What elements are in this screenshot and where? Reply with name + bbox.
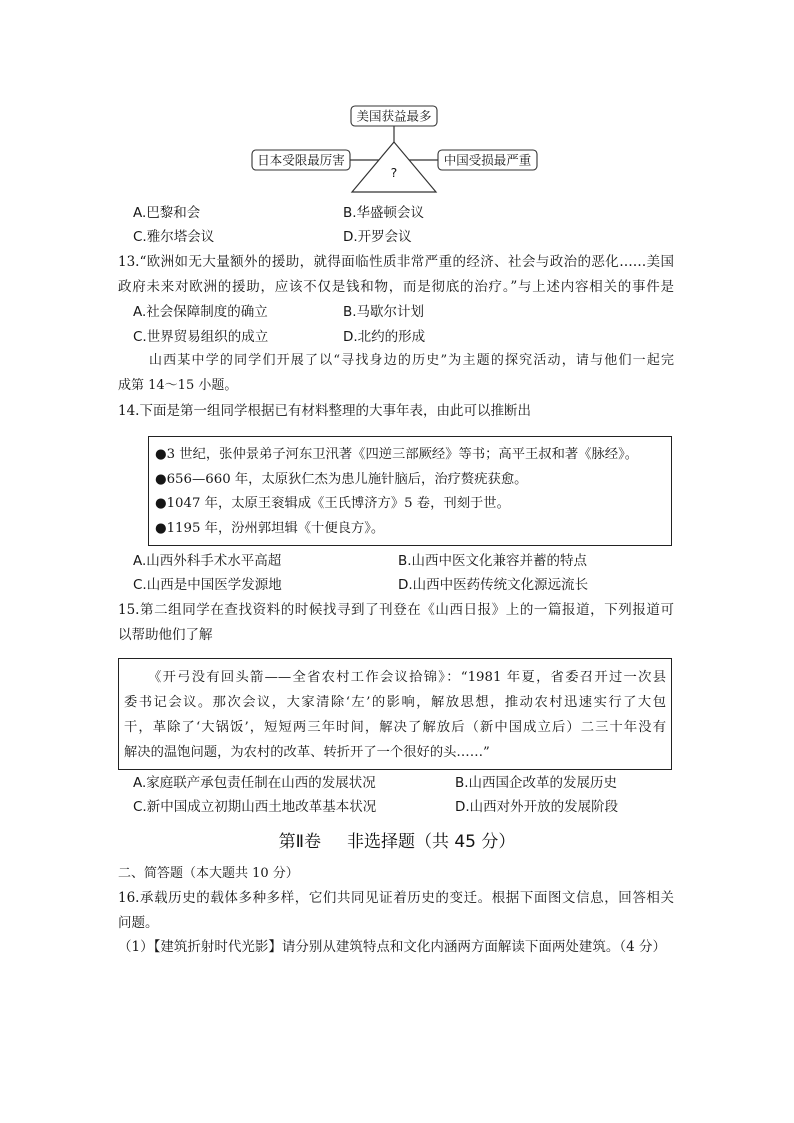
diagram-left-label: 日本受限最厉害 [257, 152, 345, 168]
diagram-top-label: 美国获益最多 [356, 108, 432, 124]
part2-heading-row [118, 862, 678, 887]
q14-options-row-2 [118, 573, 678, 598]
part2-heading: 二、简答题（本大题共 10 分） [118, 865, 299, 881]
q13-option-d: D.北约的形成 [343, 328, 426, 345]
q14-chronology-box [148, 436, 672, 546]
q15-stem-line-1: 15.第二组同学在查找资料的时候找寻到了刊登在《山西日报》上的一篇报道，下列报道可 [118, 602, 674, 619]
q14-stem-row [118, 399, 678, 424]
q14-event-2: ●656—660 年，太原狄仁杰为患儿施针脑后，治疗赘疣获愈。 [155, 471, 528, 487]
q16-stem-line-1: 16.承载历史的载体多种多样，它们共同见证着历史的变迁。根据下面图文信息，回答相关 [118, 890, 674, 907]
q13-stem-line-1: 13.“欧洲如无大量额外的援助，就得面临性质非常严重的经济、社会与政治的恶化……美国 [118, 254, 674, 271]
q15-quote-line-4: 解决的温饱问题，为农村的改革、转折开了一个很好的头……” [124, 745, 490, 760]
q13-options-row-1 [118, 300, 678, 325]
q15-option-a: A.家庭联产承包责任制在山西的发展状况 [133, 774, 376, 791]
conference-triangle-diagram [240, 100, 550, 196]
q13-stem-line-2: 政府未来对欧洲的援助，应该不仅是钱和物，而是彻底的治疗。”与上述内容相关的事件是 [118, 278, 674, 295]
question-block-16 [118, 862, 678, 960]
question-block-12-14 [118, 201, 678, 424]
intro-line-2: 成第 14～15 小题。 [118, 378, 238, 394]
q16-sub1-row [118, 935, 678, 960]
section-2-heading [0, 830, 794, 854]
q15-newspaper-quote-box [118, 658, 672, 770]
q16-sub-question-1: （1）【建筑折射时代光影】请分别从建筑特点和文化内涵两方面解读下面两处建筑。（4 分） [118, 939, 666, 956]
diagram-right-label: 中国受损最严重 [443, 152, 532, 168]
q15-stem-line-2: 以帮助他们了解 [118, 626, 213, 643]
q16-stem-row-1 [118, 886, 678, 911]
q13-option-b: B.马歇尔计划 [343, 303, 425, 320]
q14-option-c: C.山西是中国医学发源地 [133, 577, 282, 594]
q16-stem-row-2 [118, 911, 678, 936]
q12-options-row-2 [118, 225, 678, 250]
q13-stem-row-1 [118, 250, 678, 275]
q15-options-block [118, 771, 678, 821]
q13-option-a: A.社会保障制度的确立 [133, 303, 268, 320]
intro-line-1: 山西某中学的同学们开展了以“寻找身边的历史”为主题的探究活动，请与他们一起完 [149, 353, 674, 369]
q13-options-row-2 [118, 325, 678, 350]
q15-option-b: B.山西国企改革的发展历史 [455, 774, 618, 791]
q14-option-a: A.山西外科手术水平高超 [133, 552, 282, 569]
q15-option-c: C.新中国成立初期山西土地改革基本状况 [133, 799, 377, 816]
q14-event-1: ●3 世纪，张仲景弟子河东卫汛著《四逆三部厥经》等书；高平王叔和著《脉经》。 [155, 447, 639, 462]
q15-quote-line-2: 委书记会议。那次会议，大家清除‘左’的影响，解放思想，推动农村迅速实行了大包 [124, 695, 666, 710]
q15-stem-row-1 [118, 598, 678, 623]
q14-options-row-1 [118, 549, 678, 574]
q14-stem: 14.下面是第一组同学根据已有材料整理的大事年表，由此可以推断出 [118, 402, 531, 419]
intro-row-1 [118, 349, 678, 374]
q15-stem-row-2 [118, 623, 678, 648]
q15-options-row-2 [118, 795, 678, 820]
q16-stem-line-2: 问题。 [118, 914, 159, 931]
q12-options-row-1 [118, 201, 678, 226]
intro-row-2 [118, 374, 678, 399]
q13-stem-row-2 [118, 275, 678, 300]
q12-option-b: B.华盛顿会议 [343, 204, 425, 221]
q15-option-d: D.山西对外开放的发展阶段 [455, 799, 619, 816]
q13-option-c: C.世界贸易组织的成立 [133, 328, 269, 345]
q14-event-4: ●1195 年，汾州郭坦辑《十便良方》。 [155, 520, 385, 536]
section-title: 非选择题（共 45 分） [346, 832, 516, 852]
q15-options-row-1 [118, 771, 678, 796]
q14-event-3: ●1047 年，太原王衮辑成《王氏博济方》5 卷，刊刻于世。 [155, 496, 510, 511]
q14-option-b: B.山西中医文化兼容并蓄的特点 [398, 552, 588, 569]
q14-option-d: D.山西中医药传统文化源远流长 [398, 577, 589, 594]
q12-option-d: D.开罗会议 [343, 229, 412, 246]
q12-option-a: A.巴黎和会 [133, 204, 201, 221]
section-volume-label: 第Ⅱ卷 [278, 832, 321, 852]
q15-quote-line-3: 干，革除了‘大锅饭’，短短两三年时间，解决了解放后（新中国成立后）二三十年没有 [124, 720, 666, 735]
q15-quote-line-1: 《开弓没有回头箭——全省农村工作会议拾锦》：“1981 年夏，省委召开过一次县 [148, 670, 666, 685]
question-block-14-15 [118, 549, 678, 648]
q12-option-c: C.雅尔塔会议 [133, 229, 215, 246]
diagram-question-mark: ? [390, 165, 398, 180]
